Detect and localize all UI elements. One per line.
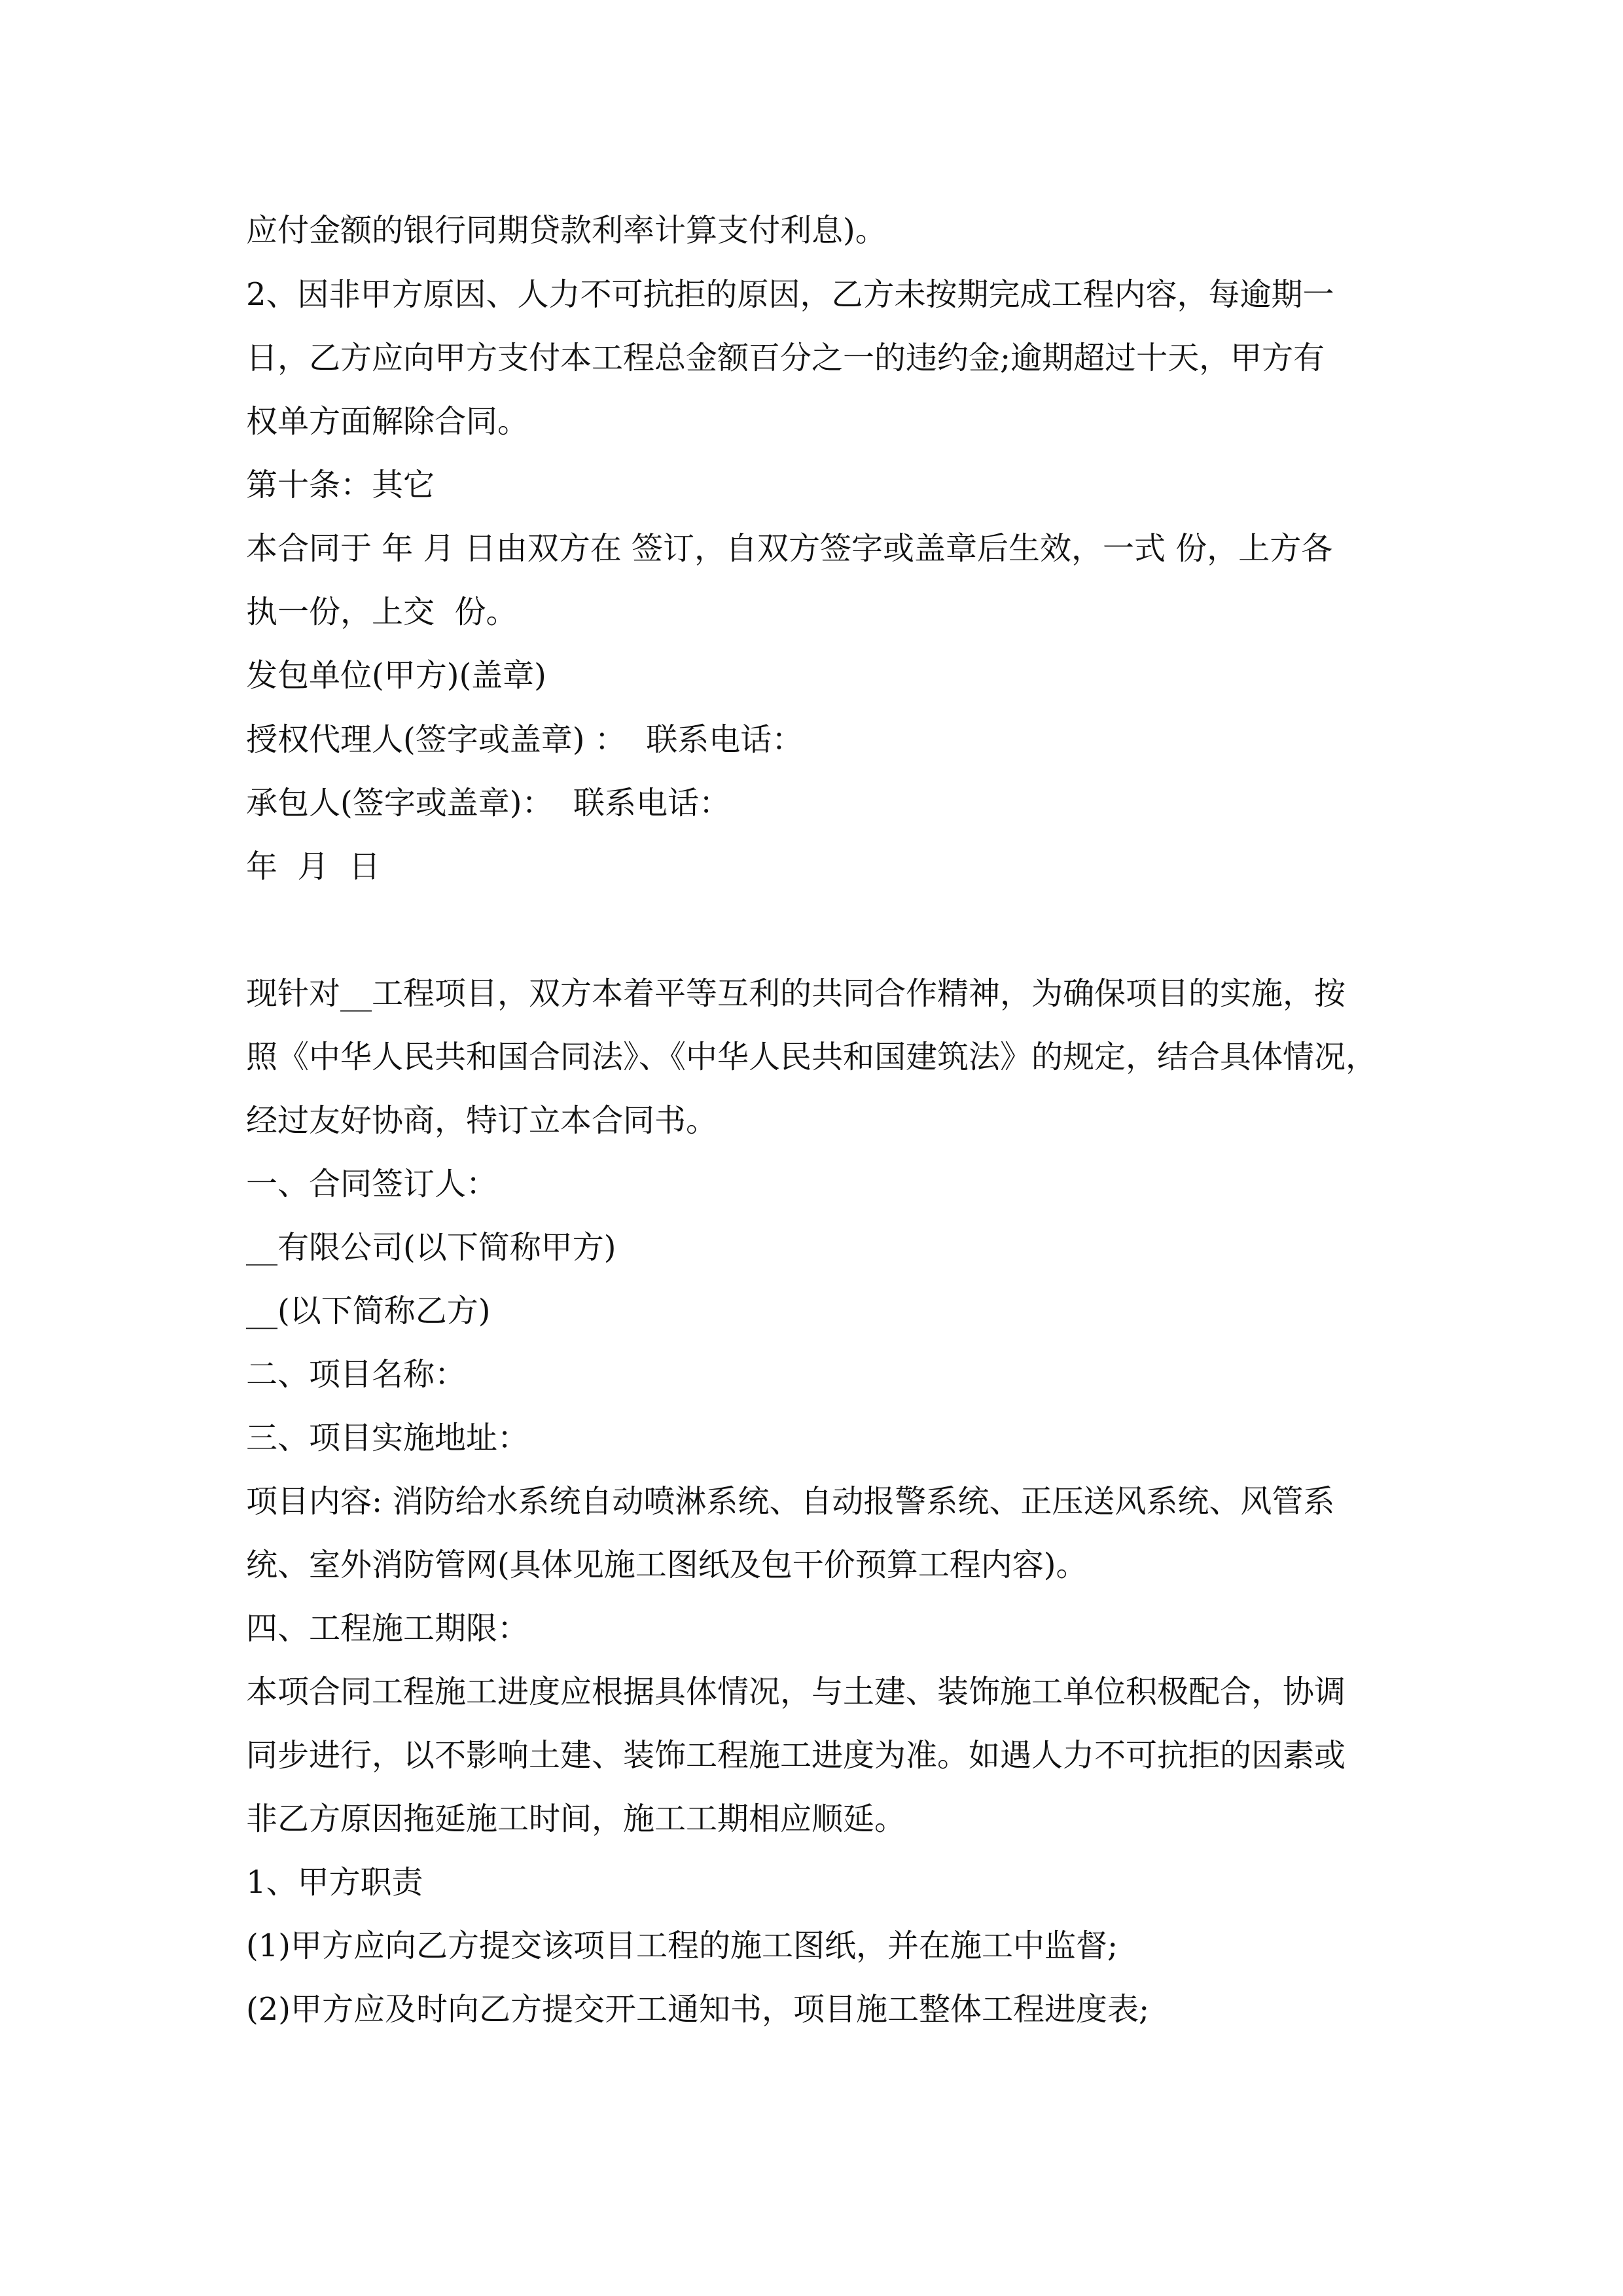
section-heading: 四、工程施工期限： [246, 1610, 529, 1647]
section-heading: 三、项目实施地址： [246, 1420, 529, 1456]
section-heading: 第十条：其它 [246, 467, 435, 503]
signature-line: 授权代理人(签字或盖章) ： 联系电话： [246, 721, 804, 758]
text-line: 本合同于 年 月 日由双方在 签订，自双方签字或盖章后生效，一式 份，上方各 [246, 530, 1333, 567]
text-line: __有限公司(以下简称甲方) [246, 1229, 616, 1266]
date-line: 年 月 日 [246, 848, 381, 885]
list-item: (1)甲方应向乙方提交该项目工程的施工图纸，并在施工中监督; [246, 1928, 1118, 1964]
text-line: __(以下简称乙方) [246, 1293, 491, 1329]
section-heading: 一、合同签订人： [246, 1166, 498, 1202]
section-heading: 二、项目名称： [246, 1356, 467, 1393]
text-line: 权单方面解除合同。 [246, 403, 529, 440]
text-line: 经过友好协商，特订立本合同书。 [246, 1102, 718, 1139]
section-heading: 1、甲方职责 [246, 1864, 423, 1901]
text-line: 照《中华人民共和国合同法》、《中华人民共和国建筑法》的规定，结合具体情况， [246, 1039, 1378, 1075]
text-line: 本项合同工程施工进度应根据具体情况，与土建、装饰施工单位积极配合，协调 [246, 1674, 1346, 1710]
text-line: 2、因非甲方原因、人力不可抗拒的原因，乙方未按期完成工程内容，每逾期一 [246, 276, 1334, 313]
text-line: 同步进行，以不影响土建、装饰工程施工进度为准。如遇人力不可抗拒的因素或 [246, 1737, 1346, 1774]
text-line: 现针对__工程项目，双方本着平等互利的共同合作精神，为确保项目的实施，按 [246, 975, 1346, 1012]
text-line: 执一份，上交 份。 [246, 594, 518, 630]
text-line: 应付金额的银行同期贷款利率计算支付利息)。 [246, 212, 887, 249]
signature-line: 承包人(签字或盖章)： 联系电话： [246, 785, 730, 821]
list-item: (2)甲方应及时向乙方提交开工通知书，项目施工整体工程进度表; [246, 1991, 1150, 2028]
text-line: 统、室外消防管网(具体见施工图纸及包干价预算工程内容)。 [246, 1547, 1088, 1583]
signature-line: 发包单位(甲方)(盖章) [246, 657, 546, 694]
text-line: 非乙方原因拖延施工时间，施工工期相应顺延。 [246, 1801, 906, 1837]
text-line: 项目内容: 消防给水系统自动喷淋系统、自动报警系统、正压送风系统、风管系 [246, 1483, 1335, 1520]
text-line: 日，乙方应向甲方支付本工程总金额百分之一的违约金;逾期超过十天，甲方有 [246, 340, 1325, 376]
